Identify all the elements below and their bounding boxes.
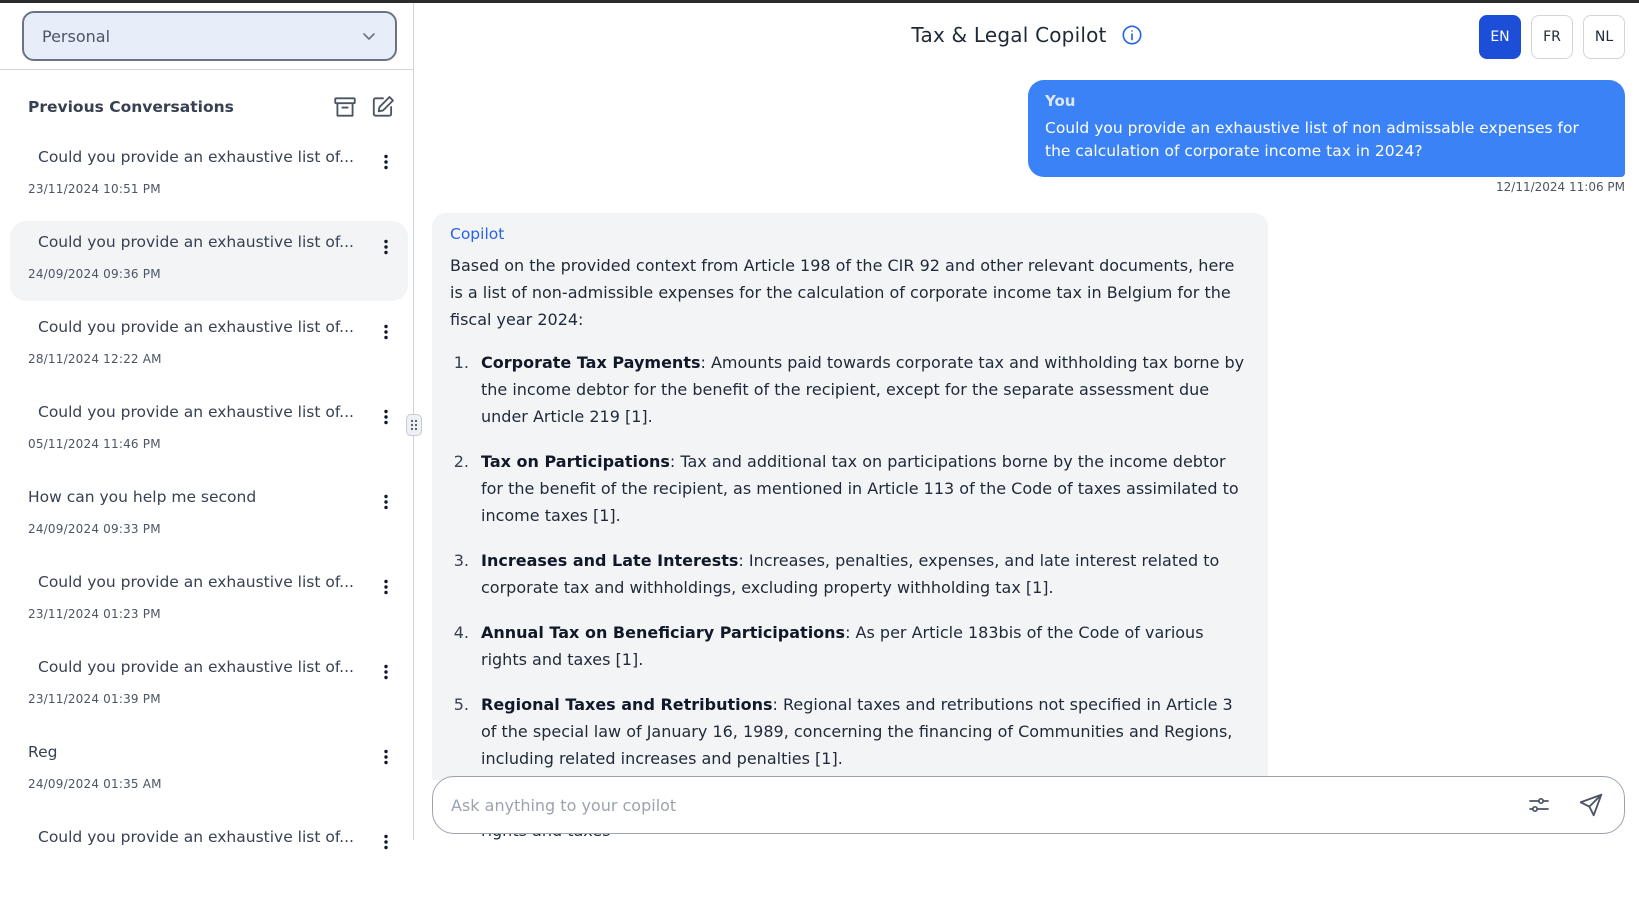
sidebar (0, 3, 414, 846)
user-message (1028, 80, 1625, 177)
conversation-menu-button[interactable] (376, 745, 396, 769)
conversation-title: Could you provide an exhaustive list of... (38, 318, 354, 336)
list-item-text: : Amounts paid towards corporate tax and withholding tax borne by the income debtor for the benefit of the recipient, except for the separate assessment due under Article 219 [1]. (481, 353, 1245, 426)
conversation-item[interactable] (10, 391, 408, 471)
conversation-menu-button[interactable] (376, 660, 396, 684)
conversation-item[interactable] (10, 476, 408, 556)
conversation-title: Reg (28, 743, 58, 761)
info-icon (1121, 24, 1143, 46)
conversation-menu-button[interactable] (376, 830, 396, 854)
conversation-item[interactable] (10, 731, 408, 811)
conversation-date: 23/11/2024 10:51 PM (28, 182, 161, 196)
conversation-date: 24/09/2024 09:36 PM (28, 267, 161, 281)
conversation-menu-button[interactable] (376, 150, 396, 174)
info-button[interactable] (1121, 24, 1143, 46)
conversation-title: How can you help me second (28, 488, 257, 506)
list-item-number: 5. (453, 695, 469, 714)
copilot-message (432, 213, 1268, 780)
conversation-item[interactable] (10, 816, 408, 896)
conversation-menu-button[interactable] (376, 405, 396, 429)
list-item (450, 448, 1250, 529)
list-item-text: : Tax and additional tax on participations borne by the income debtor for the benefit of the recipient, as mentioned in Article 113 of the Code of taxes assimilated to income taxes [1]. (481, 452, 1239, 525)
more-vertical-icon (383, 494, 389, 510)
copilot-message-intro: Based on the provided context from Article 198 of the CIR 92 and other relevant documents, here is a list of non-admissible expenses for the calculation of corporate income tax in Belgium for the fiscal year 2024: (450, 256, 1235, 329)
conversations-header (28, 89, 398, 125)
grip-icon (410, 419, 418, 431)
header (415, 23, 1639, 47)
conversation-item[interactable] (10, 136, 408, 216)
conversation-title: Could you provide an exhaustive list of... (38, 828, 354, 846)
list-item-title: Annual Tax on Beneficiary Participations (481, 623, 846, 642)
conversation-date: 24/09/2024 01:35 AM (28, 777, 162, 791)
conversation-item-active[interactable] (10, 221, 408, 301)
send-button[interactable] (1576, 790, 1606, 820)
conversation-title: Could you provide an exhaustive list of... (38, 148, 354, 166)
conversation-menu-button[interactable] (376, 235, 396, 259)
conversation-item[interactable] (10, 561, 408, 641)
more-vertical-icon (383, 834, 389, 850)
conversation-title: Could you provide an exhaustive list of... (38, 403, 354, 421)
conversation-date: 24/09/2024 09:33 PM (28, 522, 161, 536)
chevron-down-icon (361, 28, 377, 44)
lang-nl-button[interactable]: NL (1583, 15, 1625, 59)
more-vertical-icon (383, 664, 389, 680)
conversation-item[interactable] (10, 306, 408, 386)
send-icon (1578, 792, 1604, 818)
more-vertical-icon (383, 409, 389, 425)
conversation-date: 23/11/2024 01:39 PM (28, 692, 161, 706)
conversation-date: 05/11/2024 11:46 PM (28, 437, 161, 451)
conversation-menu-button[interactable] (376, 320, 396, 344)
user-message-timestamp: 12/11/2024 11:06 PM (1496, 180, 1625, 194)
expense-list (450, 349, 1250, 844)
composer (432, 776, 1625, 834)
lang-fr-button[interactable]: FR (1531, 15, 1573, 59)
conversation-item[interactable] (10, 646, 408, 726)
chat-panel (415, 3, 1639, 840)
list-item-text: : Regional taxes and retributions not specified in Article 3 of the special law of January 16, 1989, concerning the financing of Communities and Regions, including related increases and penalties [1]. (481, 695, 1233, 768)
conversation-menu-button[interactable] (376, 575, 396, 599)
archive-icon (332, 94, 358, 120)
conversation-title: Could you provide an exhaustive list of... (38, 573, 354, 591)
list-item-text: : Increases, penalties, expenses, and late interest related to corporate tax and withholdings, excluding property withholding tax [1]. (481, 551, 1220, 597)
conversation-title: Could you provide an exhaustive list of... (38, 233, 354, 251)
workspace-select-value: Personal (42, 26, 111, 46)
list-item (450, 547, 1250, 601)
conversation-menu-button[interactable] (376, 490, 396, 514)
user-message-text: Could you provide an exhaustive list of non admissable expenses for the calculation of corporate income tax in 2024? (1045, 119, 1579, 160)
more-vertical-icon (383, 749, 389, 765)
list-item-title: Corporate Tax Payments (481, 353, 701, 372)
new-conversation-button[interactable] (368, 92, 398, 122)
lang-en-button[interactable]: EN (1479, 15, 1521, 59)
chat-input[interactable] (451, 796, 1502, 815)
list-item-title: Regional Taxes and Retributions (481, 695, 773, 714)
settings-button[interactable] (1524, 790, 1554, 820)
user-message-sender: You (1045, 92, 1076, 110)
sidebar-divider (0, 69, 414, 70)
more-vertical-icon (383, 239, 389, 255)
copilot-message-sender: Copilot (450, 225, 505, 243)
list-item-number: 3. (453, 551, 469, 570)
list-item-title: Tax on Participations (481, 452, 670, 471)
language-switcher (1479, 15, 1625, 59)
list-item-title: Increases and Late Interests (481, 551, 739, 570)
conversation-title: Could you provide an exhaustive list of... (38, 658, 354, 676)
list-item (450, 619, 1250, 673)
list-item (450, 691, 1250, 772)
archive-button[interactable] (330, 92, 360, 122)
edit-icon (370, 94, 396, 120)
conversation-date: 23/11/2024 01:23 PM (28, 607, 161, 621)
conversation-list (10, 136, 408, 901)
sidebar-resize-handle[interactable] (406, 414, 422, 436)
conversations-title: Previous Conversations (28, 98, 234, 116)
app-title: Tax & Legal Copilot (911, 23, 1107, 47)
more-vertical-icon (383, 324, 389, 340)
workspace-select[interactable] (22, 11, 397, 61)
more-vertical-icon (383, 154, 389, 170)
list-item-number: 4. (453, 623, 469, 642)
list-item-number: 2. (453, 452, 469, 471)
sliders-icon (1527, 793, 1551, 817)
list-item-number: 1. (453, 353, 469, 372)
list-item (450, 349, 1250, 430)
conversation-date: 28/11/2024 12:22 AM (28, 352, 162, 366)
list-item-text: : As per Article 183bis of the Code of various rights and taxes [1]. (481, 623, 1204, 669)
more-vertical-icon (383, 579, 389, 595)
